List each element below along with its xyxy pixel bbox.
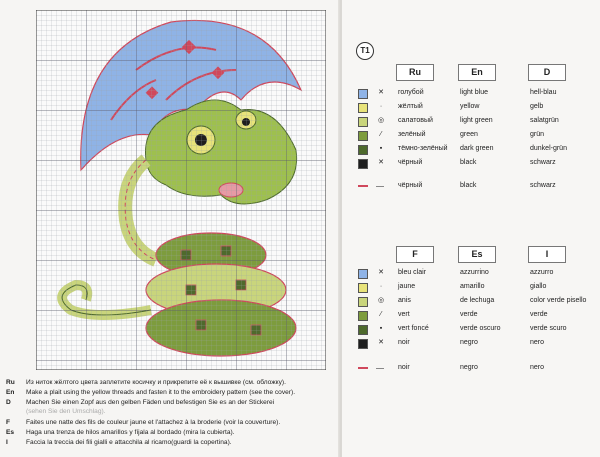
color-name-es: de lechuga	[460, 297, 495, 304]
legend-row	[358, 280, 598, 294]
instruction-text: Machen Sie einen Zopf aus den gelben Fäden und befestigen Sie es an der Stickerei	[26, 399, 275, 406]
color-name-d: hell-blau	[530, 89, 557, 96]
backstitch-name-d: schwarz	[530, 182, 556, 189]
instruction-d-continued	[6, 407, 336, 417]
color-name-es: negro	[460, 339, 478, 346]
legend-row	[358, 294, 598, 308]
language-code: Ru	[6, 379, 15, 386]
backstitch-name-ru: чёрный	[398, 182, 423, 189]
backstitch-name-es: negro	[460, 364, 478, 371]
legend-backstitch-row	[358, 361, 598, 375]
color-swatch	[358, 283, 368, 293]
backstitch-name-f: noir	[398, 364, 410, 371]
color-name-d: dunkel-grün	[530, 145, 567, 152]
color-name-d: schwarz	[530, 159, 556, 166]
color-name-es: amarillo	[460, 283, 485, 290]
backstitch-dash	[376, 368, 384, 369]
backstitch-line	[358, 367, 368, 369]
color-name-en: light blue	[460, 89, 489, 96]
stitch-symbol: ▪	[379, 325, 383, 332]
instruction-text: Faites une natte des fils de couleur jaune et l'attachez à la broderie (voir la couverture).	[26, 419, 281, 426]
color-swatch	[358, 297, 368, 307]
legend-row	[358, 322, 598, 336]
color-name-ru: тёмно-зелёный	[398, 145, 448, 152]
color-name-f: jaune	[398, 283, 416, 290]
stitch-symbol: ◎	[377, 117, 385, 124]
color-swatch	[358, 89, 368, 99]
instruction-text: Faccia la treccia dei fili gialli e attacchila al ricamo(guardi la copertina).	[26, 439, 232, 446]
stitch-symbol: ✕	[378, 339, 384, 346]
color-name-es: verde	[460, 311, 478, 318]
instruction-en	[6, 388, 336, 398]
stitch-symbol: ◎	[377, 297, 385, 304]
stitch-symbol: ✕	[378, 89, 384, 96]
legend-row	[358, 114, 598, 128]
legend-header-ru: Ru	[396, 64, 434, 81]
color-name-en: dark green	[460, 145, 494, 152]
color-name-i: azzurro	[530, 269, 554, 276]
color-swatch	[358, 117, 368, 127]
color-swatch	[358, 103, 368, 113]
instruction-text: Из ниток жёлтого цвета заплетите косичку и прикрепите её к вышивке (см. обложку).	[26, 379, 286, 386]
language-code: Es	[6, 429, 15, 436]
color-name-ru: жёлтый	[398, 103, 423, 110]
cross-stitch-pattern-chart	[36, 10, 326, 370]
legend-header-en: En	[458, 64, 496, 81]
color-name-d: grün	[530, 131, 545, 138]
language-code: D	[6, 399, 11, 406]
color-name-i: color verde pisello	[530, 297, 587, 304]
instruction-ru	[6, 378, 336, 388]
legend-header-d: D	[528, 64, 566, 81]
color-name-es: verde oscuro	[460, 325, 501, 332]
color-name-en: green	[460, 131, 478, 138]
legend-row	[358, 156, 598, 170]
color-name-i: verde scuro	[530, 325, 567, 332]
stitch-symbol: ·	[379, 103, 383, 110]
color-name-d: salatgrün	[530, 117, 559, 124]
legend-header-f: F	[396, 246, 434, 263]
color-swatch	[358, 311, 368, 321]
color-name-ru: салатовый	[398, 117, 433, 124]
legend-row	[358, 100, 598, 114]
instruction-text: Make a plait using the yellow threads and fasten it to the embroidery pattern (see the cover).	[26, 389, 296, 396]
color-swatch	[358, 339, 368, 349]
stitch-symbol: ✕	[378, 269, 384, 276]
stitch-symbol: ▪	[379, 145, 383, 152]
legend-row	[358, 266, 598, 280]
legend-row	[358, 86, 598, 100]
color-swatch	[358, 131, 368, 141]
instruction-i	[6, 438, 336, 448]
color-name-i: giallo	[530, 283, 547, 290]
color-name-es: azzurrino	[460, 269, 489, 276]
color-name-f: vert foncé	[398, 325, 429, 332]
stitch-symbol: ·	[379, 283, 383, 290]
backstitch-name-en: black	[460, 182, 477, 189]
backstitch-dash	[376, 186, 384, 187]
chart-label: T1	[356, 42, 374, 60]
color-name-f: anis	[398, 297, 411, 304]
stitch-symbol: ⁄	[380, 131, 382, 138]
color-name-en: yellow	[460, 103, 480, 110]
color-swatch	[358, 145, 368, 155]
color-swatch	[358, 325, 368, 335]
legend-header-i: I	[528, 246, 566, 263]
color-name-f: bleu clair	[398, 269, 427, 276]
color-name-d: gelb	[530, 103, 544, 110]
instruction-es	[6, 428, 336, 438]
instruction-text: (sehen Sie den Umschlag).	[26, 408, 106, 415]
instruction-text: Haga una trenza de hilos amarillos y fíjala al bordado (mira la cubierta).	[26, 429, 235, 436]
backstitch-line	[358, 185, 368, 187]
color-name-en: light green	[460, 117, 493, 124]
stitch-symbol: ✕	[378, 159, 384, 166]
backstitch-name-i: nero	[530, 364, 545, 371]
instruction-f	[6, 418, 336, 428]
legend-row	[358, 142, 598, 156]
legend-header-es: Es	[458, 246, 496, 263]
language-code: En	[6, 389, 15, 396]
color-name-f: noir	[398, 339, 410, 346]
color-name-ru: зелёный	[398, 131, 426, 138]
color-swatch	[358, 159, 368, 169]
color-name-ru: чёрный	[398, 159, 423, 166]
legend-backstitch-row	[358, 179, 598, 193]
color-name-i: verde	[530, 311, 548, 318]
language-code: I	[6, 439, 8, 446]
color-name-ru: голубой	[398, 89, 424, 96]
color-name-en: black	[460, 159, 477, 166]
stitch-symbol: ⁄	[380, 311, 382, 318]
legend-row	[358, 308, 598, 322]
language-code: F	[6, 419, 11, 426]
legend-row	[358, 336, 598, 350]
legend-row	[358, 128, 598, 142]
color-swatch	[358, 269, 368, 279]
color-name-i: nero	[530, 339, 545, 346]
color-name-f: vert	[398, 311, 410, 318]
